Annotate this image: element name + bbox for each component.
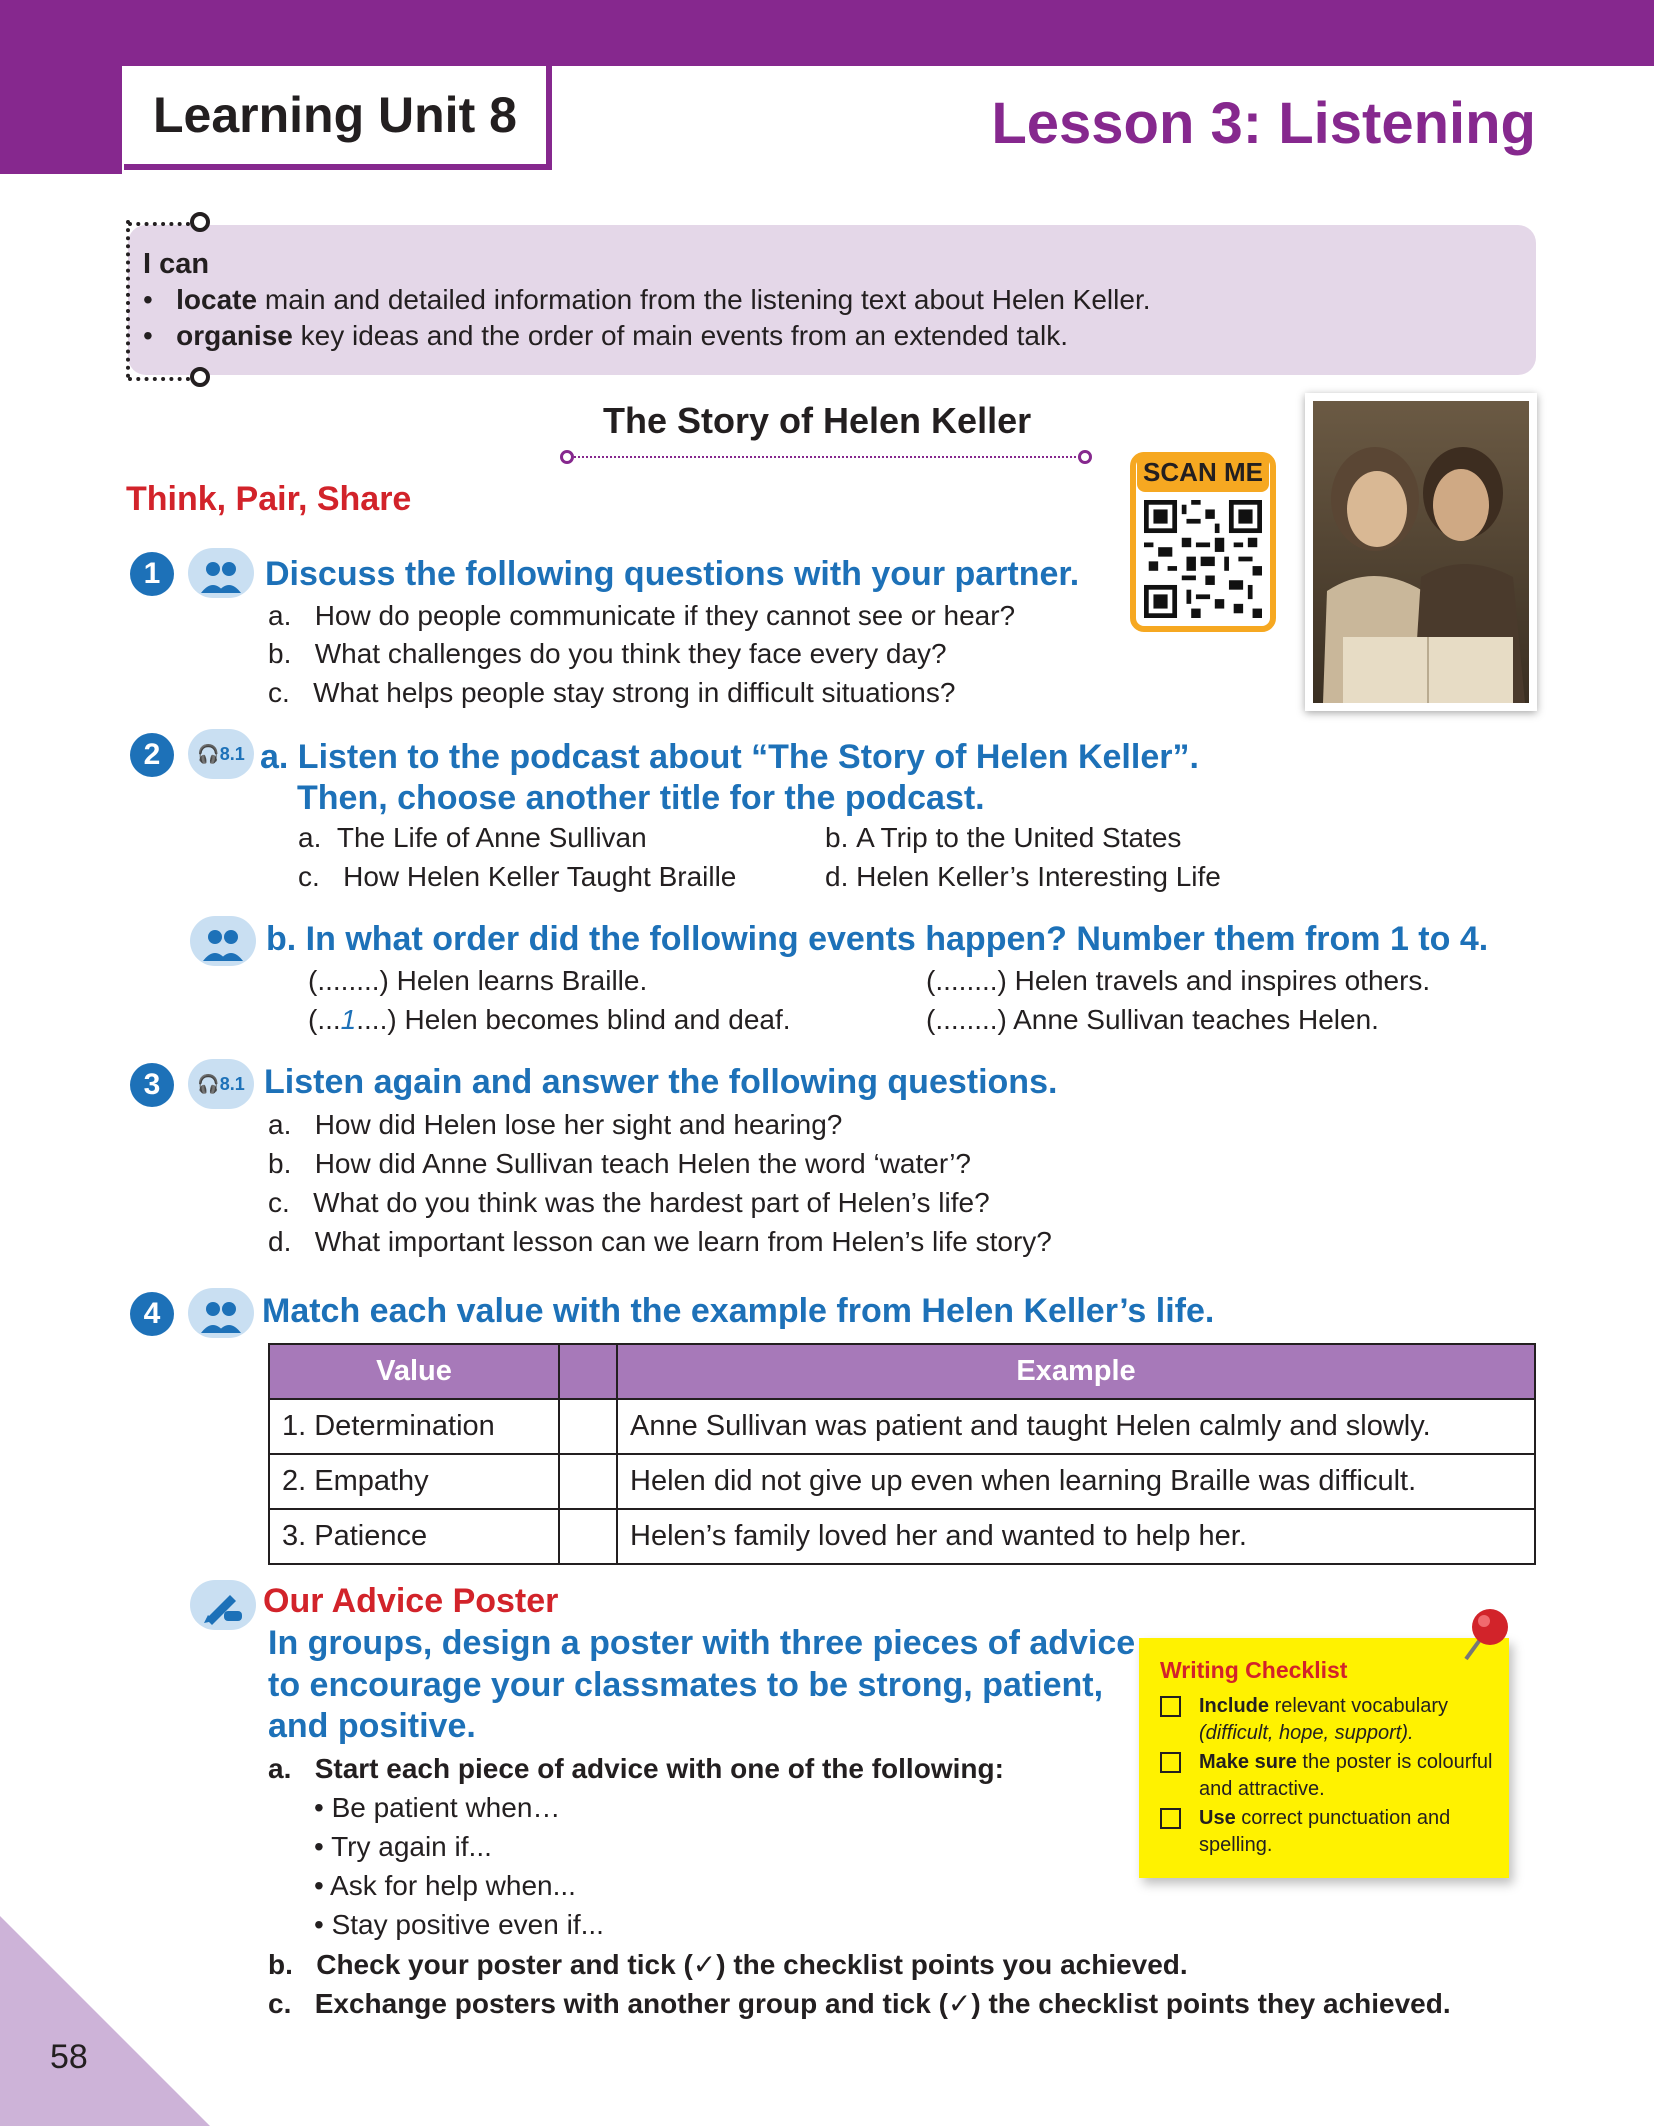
advice-starter: • Ask for help when...: [314, 1870, 576, 1901]
q4-heading: Match each value with the example from Helen Keller’s life.: [262, 1292, 1215, 1330]
q3-item: c. What do you think was the hardest part of Helen’s life?: [268, 1187, 990, 1218]
table-header-row: [269, 1344, 1535, 1399]
q2a-heading-line1: a. Listen to the podcast about “The Story of Helen Keller”.: [260, 738, 1199, 776]
ring-decoration-icon: [190, 367, 210, 387]
audio-track-icon[interactable]: 🎧8.1: [188, 1059, 254, 1109]
poster-instruction: and positive.: [268, 1707, 476, 1745]
helen-keller-photo: [1305, 393, 1537, 711]
answer-blank[interactable]: (........): [926, 1004, 1007, 1035]
match-cell[interactable]: [559, 1454, 617, 1509]
title-option: d. Helen Keller’s Interesting Life: [825, 861, 1221, 892]
advice-starter: • Stay positive even if...: [314, 1909, 604, 1940]
advice-starter: • Try again if...: [314, 1831, 492, 1862]
table-header: Example: [617, 1344, 1535, 1399]
think-pair-share-heading: Think, Pair, Share: [126, 480, 412, 518]
objectives-dotted-bottom: [128, 377, 190, 381]
objectives-dotted-line: [126, 220, 130, 378]
checklist-checkbox[interactable]: [1160, 1752, 1181, 1773]
value-cell: 2. Empathy: [269, 1454, 559, 1509]
q3-item: b. How did Anne Sullivan teach Helen the word ‘water’?: [268, 1148, 972, 1179]
checklist-checkbox[interactable]: [1160, 1808, 1181, 1829]
story-title-rule: [574, 456, 1084, 458]
poster-heading: Our Advice Poster: [263, 1582, 559, 1620]
q2b-heading: b. In what order did the following events happen? Number them from 1 to 4.: [266, 920, 1489, 958]
values-table: [268, 1343, 1536, 1565]
poster-step: b. Check your poster and tick (✓) the checklist points you achieved.: [268, 1949, 1188, 1980]
pushpin-icon: [1452, 1603, 1512, 1667]
checklist-item-cont: spelling.: [1199, 1834, 1273, 1856]
table-header-blank: [559, 1344, 617, 1399]
checklist-item: Make sure the poster is colourful: [1199, 1751, 1493, 1773]
writing-hand-icon: [190, 1580, 256, 1630]
q1-heading: Discuss the following questions with your partner.: [265, 555, 1080, 593]
ring-decoration-icon: [560, 450, 574, 464]
page-number: 58: [50, 2038, 88, 2076]
handwritten-answer: 1: [340, 1004, 357, 1035]
match-cell[interactable]: [559, 1399, 617, 1454]
objectives-heading: I can: [143, 248, 210, 280]
poster-instruction: to encourage your classmates to be strong, patient,: [268, 1666, 1104, 1704]
ring-decoration-icon: [1078, 450, 1092, 464]
ring-decoration-icon: [190, 212, 210, 232]
table-header: Value: [269, 1344, 559, 1399]
q2a-heading-line2: Then, choose another title for the podcast.: [297, 779, 985, 817]
advice-starter: • Be patient when…: [314, 1792, 561, 1823]
title-option: c. How Helen Keller Taught Braille: [298, 861, 737, 892]
checklist-item-cont: and attractive.: [1199, 1778, 1325, 1800]
q3-heading: Listen again and answer the following questions.: [264, 1063, 1058, 1101]
objective-item: • locate main and detailed information from the listening text about Helen Keller.: [143, 284, 1151, 315]
qr-code-icon[interactable]: [1144, 500, 1262, 618]
lesson-title: Lesson 3: Listening: [991, 91, 1536, 156]
title-option: a. The Life of Anne Sullivan: [298, 822, 647, 853]
pair-discussion-icon: [188, 1288, 254, 1338]
title-option: b. A Trip to the United States: [825, 822, 1182, 853]
event-item: (........) Anne Sullivan teaches Helen.: [926, 1004, 1379, 1035]
question-number-badge: 3: [130, 1063, 174, 1107]
checklist-checkbox[interactable]: [1160, 1696, 1181, 1717]
audio-track-icon[interactable]: 🎧8.1: [188, 729, 254, 779]
answer-blank[interactable]: (........): [308, 965, 389, 996]
checklist-item: Include relevant vocabulary: [1199, 1695, 1448, 1717]
q3-item: a. How did Helen lose her sight and hearing?: [268, 1109, 843, 1140]
table-row: [269, 1454, 1535, 1509]
table-row: [269, 1509, 1535, 1564]
answer-blank[interactable]: (...1....): [308, 1004, 397, 1035]
answer-blank[interactable]: (........): [926, 965, 1007, 996]
poster-instruction: In groups, design a poster with three pieces of advice: [268, 1624, 1136, 1662]
event-item: (........) Helen travels and inspires others.: [926, 965, 1431, 996]
unit-title: Learning Unit 8: [153, 87, 517, 143]
header-band: [0, 0, 1654, 66]
question-number-badge: 4: [130, 1292, 174, 1336]
q3-item: d. What important lesson can we learn from Helen’s life story?: [268, 1226, 1052, 1257]
objectives-dotted-top: [128, 222, 190, 226]
question-number-badge: 2: [130, 733, 174, 777]
example-cell: Helen did not give up even when learning Braille was difficult.: [617, 1454, 1535, 1509]
q1-item: b. What challenges do you think they face every day?: [268, 638, 947, 669]
value-cell: 1. Determination: [269, 1399, 559, 1454]
example-cell: Helen’s family loved her and wanted to help her.: [617, 1509, 1535, 1564]
checklist-title: Writing Checklist: [1160, 1657, 1348, 1683]
pair-discussion-icon: [190, 916, 256, 966]
helen-and-anne-image: [1313, 401, 1529, 703]
poster-step: a. Start each piece of advice with one of the following:: [268, 1753, 1004, 1784]
question-number-badge: 1: [130, 552, 174, 596]
checklist-item: Use correct punctuation and: [1199, 1807, 1451, 1829]
story-title: The Story of Helen Keller: [603, 400, 1032, 441]
objective-item: • organise key ideas and the order of main events from an extended talk.: [143, 320, 1068, 351]
scan-me-label: SCAN ME: [1137, 452, 1269, 492]
table-row: [269, 1399, 1535, 1454]
event-item: (........) Helen learns Braille.: [308, 965, 648, 996]
pair-discussion-icon: [188, 548, 254, 598]
q1-item: c. What helps people stay strong in difficult situations?: [268, 677, 956, 708]
q1-item: a. How do people communicate if they cannot see or hear?: [268, 600, 1016, 631]
checklist-item-cont: (difficult, hope, support).: [1199, 1722, 1414, 1744]
poster-step: c. Exchange posters with another group and tick (✓) the checklist points they achieved.: [268, 1988, 1451, 2019]
example-cell: Anne Sullivan was patient and taught Helen calmly and slowly.: [617, 1399, 1535, 1454]
page-corner-decoration: [0, 1916, 210, 2126]
value-cell: 3. Patience: [269, 1509, 559, 1564]
header-left-band: [0, 66, 122, 174]
match-cell[interactable]: [559, 1509, 617, 1564]
event-item: (...1....) Helen becomes blind and deaf.: [308, 1004, 791, 1035]
